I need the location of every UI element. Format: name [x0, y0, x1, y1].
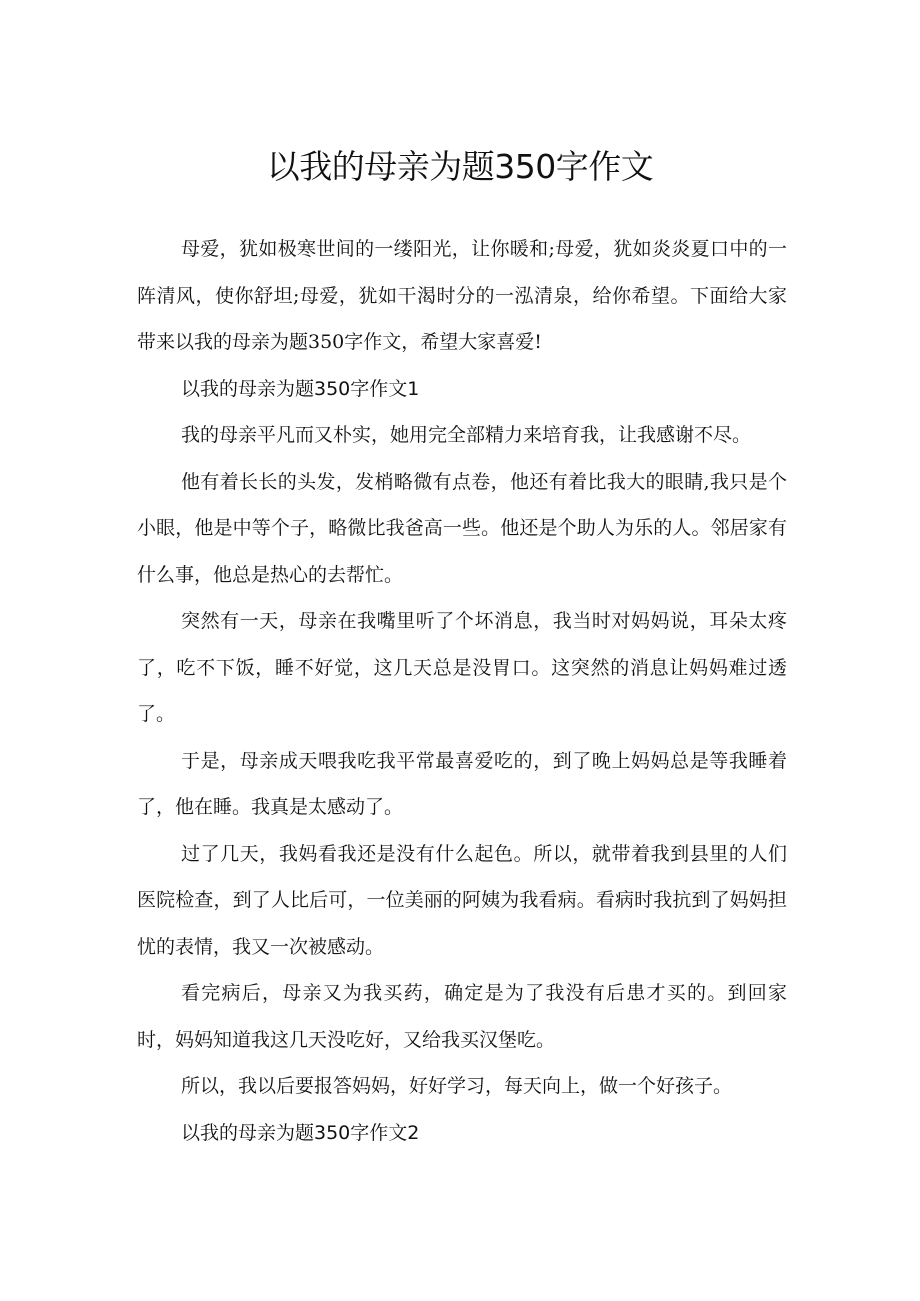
- body-paragraph: 所以，我以后要报答妈妈，好好学习，每天向上，做一个好孩子。: [181, 1075, 733, 1097]
- body-paragraph: 看完病后，母亲又为我买药，确定是为了我没有后患才买的。到回家时，妈妈知道我这几天没吃好，又给我买汉堡吃。: [137, 982, 787, 1051]
- body-paragraph: 我的母亲平凡而又朴实，她用完全部精力来培育我，让我感谢不尽。: [181, 424, 752, 446]
- body-paragraph: 过了几天，我妈看我还是没有什么起色。所以，就带着我到县里的人们医院检查，到了人比后可，一位美丽的阿姨为我看病。看病时我抗到了妈妈担忧的表情，我又一次被感动。: [137, 842, 787, 958]
- essay-2-heading: 以我的母亲为题350字作文2: [181, 1121, 420, 1144]
- document-title: 以我的母亲为题350字作文: [266, 147, 654, 186]
- essay-1-heading: 以我的母亲为题350字作文1: [181, 377, 420, 400]
- body-paragraph: 于是，母亲成天喂我吃我平常最喜爱吃的，到了晚上妈妈总是等我睡着了，他在睡。我真是太感动了。: [137, 749, 787, 818]
- intro-paragraph: 母爱，犹如极寒世间的一缕阳光，让你暖和;母爱，犹如炎炎夏口中的一阵清风，使你舒坦;母爱，犹如干渴时分的一泓清泉，给你希望。下面给大家带来以我的母亲为题350字作文，希望大家喜爱!: [137, 238, 787, 353]
- body-paragraph: 他有着长长的头发，发梢略微有点卷，他还有着比我大的眼睛,我只是个小眼，他是中等个子，略微比我爸高一些。他还是个助人为乐的人。邻居家有什么事，他总是热心的去帮忙。: [137, 470, 787, 586]
- body-paragraph: 突然有一天，母亲在我嘴里听了个坏消息，我当时对妈妈说，耳朵太疼了，吃不下饭，睡不好觉，这几天总是没胃口。这突然的消息让妈妈难过透了。: [137, 610, 787, 725]
- document-body: [137, 226, 787, 1156]
